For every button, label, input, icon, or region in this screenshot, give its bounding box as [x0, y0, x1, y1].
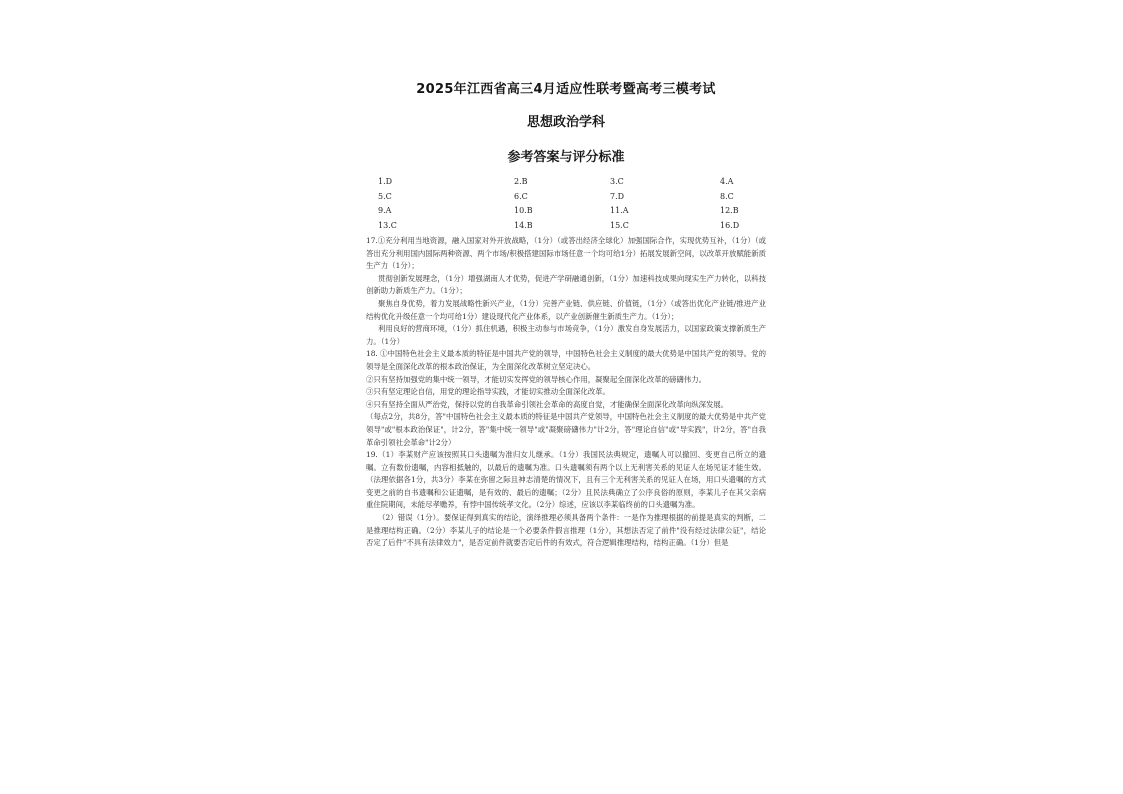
answer-17-para-3: 聚焦自身优势，着力发展战略性新兴产业，（1分）完善产业链、供应链、价值链，（1分）（或答出优化产业链/推进产业结构优化升级任意一个均可给1分）建设现代化产业体系，以产业创新催生新质生产力。（1分）；	[366, 298, 766, 321]
mc-answer: 6.C	[514, 191, 528, 201]
mc-answer: 4.A	[720, 177, 734, 186]
answer-18-point-1: 18. ①中国特色社会主义最本质的特征是中国共产党的领导，中国特色社会主义制度的最大优势是中国共产党的领导。党的领导是全面深化改革的根本政治保证，为全面深化改革树立坚定决心。	[366, 349, 766, 371]
mc-answer: 11.A	[610, 206, 629, 215]
answer-body	[366, 235, 766, 550]
answer-17-para-1: 17.①充分利用当地资源，融入国家对外开放战略，（1分）（或答出经济全球化）加强国际合作，实现优势互补，（1分）（或答出充分利用国内国际两种资源、两个市场/积极搭建国际市场任意一个均可给1分）拓展发展新空间，以改革开放赋能新质生产力（1分）；	[366, 236, 766, 271]
mc-answer: 9.A	[378, 206, 392, 215]
answer-18-scoring: （每点2分，共8分，答"中国特色社会主义最本质的特征是中国共产党领导，中国特色社会主义制度的最大优势是中共产党领导"或"根本政治保证"，计2分，答"集中统一领导"或"凝聚磅礴伟力"计2分，答"理论自信"或"导实践"，计2分，答"自我革命引领社会革命"计2分）	[366, 412, 766, 447]
mc-answer: 10.B	[514, 206, 533, 215]
answer-sheet-page	[366, 66, 766, 786]
mc-answer: 13.C	[378, 220, 397, 230]
mc-answer: 12.B	[720, 206, 739, 215]
mc-answer: 3.C	[610, 177, 624, 186]
answer-17-para-4: 利用良好的营商环境，（1分）抓住机遇，积极主动参与市场竞争，（1分）激发自身发展活力，以国家政策支撑新质生产力。（1分）	[366, 324, 766, 346]
mc-answer: 5.C	[378, 191, 392, 201]
answer-18-point-4: ④只有坚持全面从严治党，保持以党的自我革命引领社会革命的高度自觉，才能确保全面深化改革向纵深发展。	[366, 399, 729, 409]
mc-answer: 2.B	[514, 177, 528, 186]
mc-answer: 14.B	[514, 220, 533, 230]
mc-answer: 8.C	[720, 191, 734, 201]
mc-answer: 7.D	[610, 191, 625, 201]
answer-19-part-2: （2）错误（1分）。要保证得到真实的结论，演绎推理必须具备两个条件：一是作为推理根据的前提是真实的判断，二是推理结构正确。（2分）李某儿子的结论是一个必要条件假言推理（1分），其想法否定了前件"没有经过法律公证"，结论否定了后件"不具有法律效力"，是否定前件就要否定后件的有效式，符合逻辑推理结构，结构正确。（1分）但是	[366, 513, 766, 548]
multiple-choice-grid	[366, 175, 766, 233]
mc-answer: 1.D	[378, 177, 393, 186]
answer-19-part-1: 19.（1）李某财产应该按照其口头遗嘱为准归女儿继承。（1分）我国民法典规定，遗嘱人可以撤回、变更自己所立的遗嘱。立有数份遗嘱，内容相抵触的，以最后的遗嘱为准。口头遗嘱须有两个以上无利害关系的见证人在场见证才能生效。（法理依据各1分，共3分）李某在弥留之际且神志清楚的情况下，且有三个无利害关系的见证人在场，用口头遗嘱的方式变更之前的自书遗嘱和公证遗嘱，是有效的、最后的遗嘱；（2分）且民法典确立了公序良俗的原则，李某儿子在其父亲病重住院期间，未能尽孝赡养，有悖中国传统孝文化。（2分）综述，应该以李某临终前的口头遗嘱为准。	[366, 450, 766, 510]
answer-18-point-3: ③只有坚定理论自信，用党的理论指导实践，才能切实推动全面深化改革。	[366, 387, 610, 397]
answer-key-title: 参考答案与评分标准	[507, 150, 625, 165]
subject-title: 思想政治学科	[526, 115, 605, 130]
mc-answer: 16.D	[720, 220, 740, 230]
mc-answer: 15.C	[610, 220, 629, 230]
exam-title: 2025年江西省高三4月适应性联考暨高考三模考试	[416, 82, 716, 97]
answer-18-point-2: ②只有坚持加强党的集中统一领导，才能切实发挥党的领导核心作用，凝聚起全面深化改革的磅礴伟力。	[366, 374, 706, 384]
answer-17-para-2: 贯彻创新发展理念，（1分）增强湖南人才优势，促进产学研融通创新，（1分）加速科技成果向现实生产力转化，以科技创新助力新质生产力。（1分）；	[366, 273, 766, 296]
